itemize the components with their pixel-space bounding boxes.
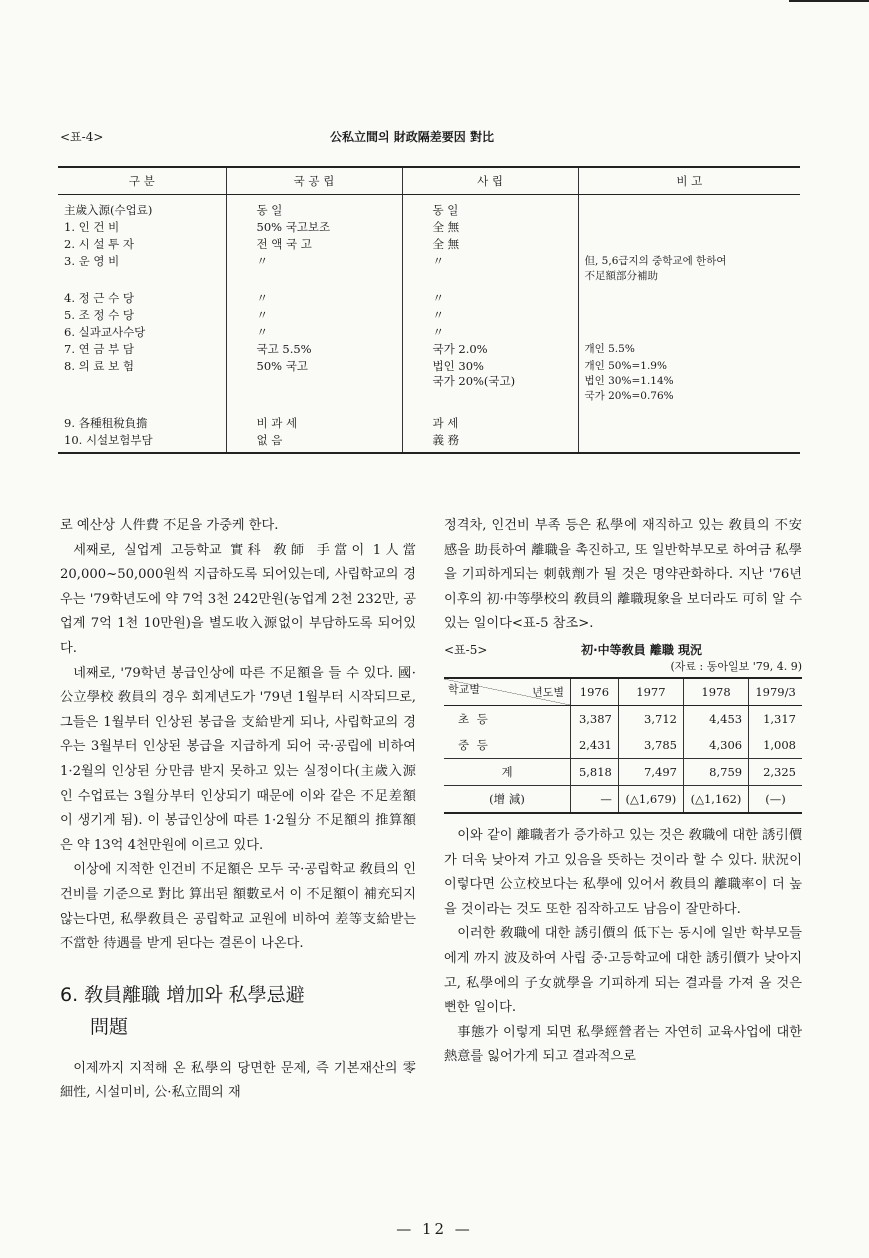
table4-title: 公私立間의 財政隔差要因 對比: [330, 130, 494, 144]
table5: [444, 677, 802, 814]
table5-row-label: 중 등: [444, 732, 571, 759]
paragraph: 세째로, 실업계 고등학교 實科 敎師 手當이 1人當 20,000~50,000원씩 지급하도록 되어있는데, 사립학교의 경우는 '79학년도에 약 7억 3천 242만원(농업계 2천 232만, 공업계 7억 1천 10만원)을 별도收入源없이 부담하도록 되어있다.: [60, 542, 416, 656]
table4-row: [58, 432, 800, 453]
table4-label: <표-4>: [60, 130, 104, 144]
table5-cell: 3,785: [618, 732, 683, 759]
paragraph: 로 예산상 人件費 不足을 가중케 한다.: [60, 518, 279, 533]
paragraph: 이제까지 지적해 온 私學의 당면한 문제, 즉 기본재산의 零細性, 시설미비, 公·私立間의 재: [60, 1060, 416, 1101]
table4-note-cell: [578, 219, 800, 236]
table4-item: 5. 조 정 수 당: [58, 307, 226, 324]
table5-cell: 8,759: [683, 758, 748, 785]
table4-item: 8. 의 료 보 험: [58, 358, 226, 410]
table4-row: [58, 253, 800, 290]
table4-row: [58, 341, 800, 358]
table5-cell: 3,712: [618, 705, 683, 732]
table5-cell: 4,306: [683, 732, 748, 759]
table5-row: [444, 732, 802, 759]
table4-public-cell: 전 액 국 고: [226, 236, 402, 253]
table4-note-cell: 개인 5.5%: [584, 343, 635, 355]
left-column: [60, 514, 416, 1106]
table4-public-cell: 동 일: [226, 195, 402, 220]
table4-item: 2. 시 설 투 자: [58, 236, 226, 253]
table4-row: [58, 195, 800, 220]
paragraph: 이와 같이 離職者가 증가하고 있는 것은 敎職에 대한 誘引價가 더욱 낮아져 가고 있음을 뜻하는 것이라 할 수 있다. 狀況이 이렇다면 公立校보다는 私學에 있어서 敎員의 離職率이 더 높을 것이라는 것도 또한 짐작하고도 남음이 잘만하다.: [444, 827, 802, 917]
table5-year: 1976: [571, 678, 619, 706]
right-column: [444, 514, 802, 1070]
table4-item: 3. 운 영 비: [58, 253, 226, 290]
table4-note-cell: [578, 307, 800, 324]
table5-cell: 1,317: [763, 711, 796, 726]
table4-public-cell: 비 과 세: [226, 410, 402, 432]
table4-public-cell: 국고 5.5%: [226, 341, 402, 358]
section-heading-line2: 問題: [90, 1015, 129, 1038]
table4-note-cell: [578, 432, 800, 453]
paragraph: 정격차, 인건비 부족 등은 私學에 재직하고 있는 敎員의 不安感을 助長하여 離職을 촉진하고, 또 일반학부모로 하여금 私學을 기피하게되는 刺戟劑가 될 것은 명약관화하다. 지난 '76년 이후의 初·中等學校의 敎員의 離職現象을 보더라도 可히 알 수 있는 일이다<표-5 참조>.: [444, 518, 802, 632]
section-heading-line1: 6. 敎員離職 增加와 私學忌避: [60, 983, 305, 1006]
table4-note-cell: 但, 5,6급지의 중학교에 한하여 不足額部分補助: [584, 255, 727, 282]
table4-item: 主歲入源(수업료): [58, 195, 226, 220]
table5-cell: 5,818: [571, 758, 619, 785]
table4-item: 7. 연 금 부 담: [58, 341, 226, 358]
table4-private-cell: 全 無: [402, 236, 578, 253]
table4-public-cell: 〃: [226, 290, 402, 307]
paragraph: 네째로, '79학년 봉급인상에 따른 不足額을 들 수 있다. 國·公立學校 敎員의 경우 회계년도가 '79년 1월부터 시작되므로, 그들은 1월부터 인상된 봉급을 支給받게 되나, 사립학교의 경우는 3월부터 인상된 봉급을 지급하게 되어 국·공립에 비하여 1·2월의 인상된 分만큼 받지 못하고 있는 실정이다(主歲入源인 수업료는 3월分부터 인상되기 때문에 이와 같은 不足差額이 생기게 됨). 이 봉급인상에 따른 1·2월分 不足額의 推算額은 약 13억 4천만원에 이르고 있다.: [60, 665, 416, 853]
table4-item: 10. 시설보험부담: [58, 432, 226, 453]
paragraph: 이러한 敎職에 대한 誘引價의 低下는 동시에 일반 학부모들에게 까지 波及하여 사립 중·고등학교에 대한 誘引價가 낮아지고, 私學에의 子女就學을 기피하게 되는 결과를 가져 올 것은 뻔한 일이다.: [444, 926, 802, 1016]
table4-private-cell: 義 務: [402, 432, 578, 453]
table4-private-cell: 〃: [402, 290, 578, 307]
table5-cell: (△1,679): [618, 785, 683, 813]
table4-row: [58, 236, 800, 253]
table4-private-cell: 동 일: [402, 195, 578, 220]
table4-private-cell: 〃: [402, 324, 578, 341]
table4-row: [58, 307, 800, 324]
top-rule: [789, 0, 869, 2]
table4-item: 9. 各種租稅負擔: [58, 410, 226, 432]
table4-header: 비 고: [578, 167, 800, 195]
table4-row: [58, 358, 800, 410]
table4-note-cell: [578, 324, 800, 341]
table4-item: 4. 정 근 수 당: [58, 290, 226, 307]
table5-source: (자료 : 동아일보 '79, 4. 9): [670, 659, 802, 673]
table4-private-cell: 과 세: [402, 410, 578, 432]
table5-corner: [444, 678, 571, 706]
table5-row: [444, 705, 802, 732]
table4-note-cell: [578, 290, 800, 307]
table5-cell: (△1,162): [683, 785, 748, 813]
table4-private-cell: 〃: [402, 307, 578, 324]
table4-header: 사 립: [402, 167, 578, 195]
table5-total-label: 계: [444, 758, 571, 785]
table4-public-cell: 〃: [226, 307, 402, 324]
table4-header: 구 분: [58, 167, 226, 195]
table5-corner-top: 년도별: [532, 685, 564, 699]
table5-label: <표-5>: [444, 642, 488, 657]
table5-year: 1978: [683, 678, 748, 706]
table4-note-cell: [578, 410, 800, 432]
table4-private-cell: 국가 2.0%: [402, 341, 578, 358]
table5-cell: 2,431: [571, 732, 619, 759]
table5-caption: [444, 641, 802, 659]
paragraph: 이상에 지적한 인건비 不足額은 모두 국·공립학교 敎員의 인건비를 기준으로 對比 算出된 額數로서 이 不足額이 補充되지 않는다면, 私學敎員은 공립학교 교원에 비하여 差等支給받는 不當한 待遇를 받게 된다는 결론이 나온다.: [60, 862, 416, 952]
table5-cell: —: [571, 785, 619, 813]
page-number: — 12 —: [396, 1220, 473, 1238]
table5-year: 1977: [618, 678, 683, 706]
table4-row: [58, 290, 800, 307]
table5-title: 初·中等敎員 離職 現況: [581, 642, 702, 657]
table4-row: [58, 324, 800, 341]
section-heading: [60, 979, 416, 1043]
table4-private-cell: 〃: [402, 253, 578, 290]
table4-private-cell: 全 無: [402, 219, 578, 236]
table5-row-label: 초 등: [444, 705, 571, 732]
table5-change-label: (增 減): [444, 785, 571, 813]
table4-public-cell: 50% 국고: [226, 358, 402, 410]
table5-cell: 7,497: [618, 758, 683, 785]
table4-header: 국 공 립: [226, 167, 402, 195]
table4-note-cell: 개인 50%=1.9% 법인 30%=1.14% 국가 20%=0.76%: [584, 360, 674, 402]
table4-note-cell: [578, 236, 800, 253]
table5-cell: 1,008: [763, 737, 796, 752]
table4-row: [58, 219, 800, 236]
table5-header-row: [444, 678, 802, 706]
table4-item: 6. 실과교사수당: [58, 324, 226, 341]
table5-cell: 2,325: [749, 758, 802, 785]
table5-cell: 3,387: [571, 705, 619, 732]
table5-change-row: [444, 785, 802, 813]
table5-year: 1979/3: [749, 678, 802, 706]
table4-private-cell: 법인 30% 국가 20%(국고): [402, 358, 578, 410]
table4: [58, 166, 800, 454]
table4-header-row: [58, 167, 800, 195]
table4-public-cell: 〃: [226, 324, 402, 341]
table5-total-row: [444, 758, 802, 785]
table4-public-cell: 50% 국고보조: [226, 219, 402, 236]
table4-public-cell: 없 음: [226, 432, 402, 453]
table4-public-cell: 〃: [226, 253, 402, 290]
table5-cell: (—): [749, 785, 802, 813]
table4-note-cell: [578, 195, 800, 220]
table5-corner-bottom: 학교별: [448, 683, 480, 697]
table5-cell: 4,453: [683, 705, 748, 732]
table4-item: 1. 인 건 비: [58, 219, 226, 236]
table4-row: [58, 410, 800, 432]
paragraph: 事態가 이렇게 되면 私學經營者는 자연히 교육사업에 대한 熱意를 잃어가게 되고 결과적으로: [444, 1024, 802, 1065]
